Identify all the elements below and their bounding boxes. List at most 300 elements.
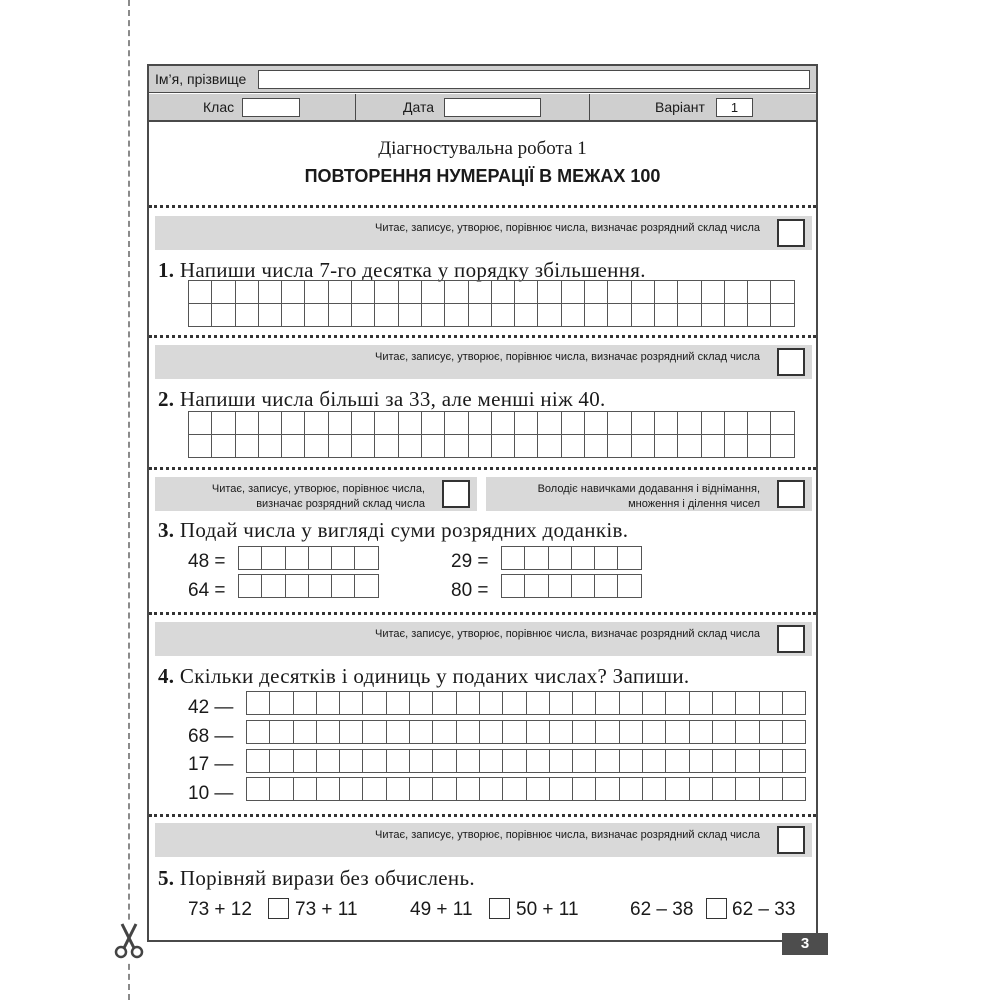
answer-cell[interactable] [760,778,783,801]
answer-cell[interactable] [713,692,736,715]
answer-cell[interactable] [702,412,725,435]
answer-cell[interactable] [457,750,480,773]
expression-label: 10 — [188,783,234,804]
answer-cell[interactable] [270,750,293,773]
expression-label: 64 = [188,580,226,601]
answer-cells[interactable] [238,574,379,598]
answer-cell[interactable] [329,435,352,458]
answer-cell[interactable] [212,435,235,458]
answer-cell[interactable] [585,304,608,327]
answer-cell[interactable] [702,435,725,458]
answer-cell[interactable] [748,304,771,327]
answer-cell[interactable] [783,721,806,744]
answer-cells[interactable] [246,777,806,801]
answer-cell[interactable] [713,750,736,773]
answer-cell[interactable] [294,778,317,801]
page-number: 3 [782,933,828,955]
skill-text-line: Володіє навичками додавання і віднімання, [537,483,760,495]
answer-cell[interactable] [352,412,375,435]
answer-cell[interactable] [515,281,538,304]
answer-cell[interactable] [259,281,282,304]
answer-cell[interactable] [262,575,285,598]
answer-cell[interactable] [480,778,503,801]
answer-cell[interactable] [236,304,259,327]
answer-cell[interactable] [702,281,725,304]
expression-label: 68 — [188,726,234,747]
answer-cell[interactable] [270,692,293,715]
answer-cell[interactable] [282,281,305,304]
answer-cell[interactable] [445,435,468,458]
answer-cell[interactable] [355,547,378,570]
title-block [149,138,816,187]
answer-cell[interactable] [527,750,550,773]
comparison-left: 73 + 12 [188,899,252,920]
answer-cell[interactable] [608,304,631,327]
answer-cells[interactable] [246,720,806,744]
answer-cell[interactable] [492,412,515,435]
answer-cell[interactable] [410,750,433,773]
answer-cell[interactable] [596,721,619,744]
answer-cell[interactable] [239,575,262,598]
answer-cell[interactable] [618,575,641,598]
worksheet [147,64,818,942]
answer-cell[interactable] [783,692,806,715]
task-text: Подай числа у вигляді суми розрядних доданків. [179,518,629,542]
answer-cell[interactable] [596,750,619,773]
answer-cell[interactable] [620,750,643,773]
answer-cell[interactable] [189,435,212,458]
answer-cell[interactable] [317,750,340,773]
answer-cell[interactable] [502,575,525,598]
answer-cell[interactable] [655,281,678,304]
comparison-box[interactable] [268,898,289,919]
answer-cell[interactable] [503,692,526,715]
cut-line [128,0,130,1000]
work-title: ПОВТОРЕННЯ НУМЕРАЦІЇ В МЕЖАХ 100 [304,166,661,186]
answer-cell[interactable] [666,721,689,744]
answer-cell[interactable] [713,778,736,801]
answer-cell[interactable] [282,304,305,327]
self-assessment-checkbox[interactable] [777,348,805,376]
answer-cell[interactable] [538,435,561,458]
answer-cell[interactable] [399,435,422,458]
task-text: Напиши числа більші за 33, але менші ніж 40. [179,387,606,411]
answer-cell[interactable] [433,692,456,715]
answer-cell[interactable] [771,281,794,304]
answer-cell[interactable] [572,575,595,598]
answer-cell[interactable] [189,412,212,435]
answer-cell[interactable] [760,721,783,744]
answer-cell[interactable] [492,304,515,327]
answer-cell[interactable] [469,412,492,435]
answer-cell[interactable] [422,412,445,435]
answer-cell[interactable] [270,778,293,801]
answer-cell[interactable] [375,304,398,327]
answer-cell[interactable] [666,778,689,801]
skill-text-line: визначає розрядний склад числа [256,498,425,510]
answer-cell[interactable] [329,281,352,304]
answer-cell[interactable] [399,281,422,304]
answer-cell[interactable] [340,750,363,773]
answer-cell[interactable] [305,304,328,327]
answer-cell[interactable] [305,435,328,458]
answer-cell[interactable] [445,412,468,435]
answer-cell[interactable] [469,304,492,327]
answer-cell[interactable] [247,778,270,801]
answer-cell[interactable] [596,692,619,715]
answer-cell[interactable] [363,750,386,773]
scissors-icon [110,922,148,960]
skill-bar [155,345,812,379]
answer-cell[interactable] [538,412,561,435]
answer-grid[interactable] [188,411,795,458]
self-assessment-checkbox[interactable] [777,625,805,653]
task-text: Напиши числа 7-го десятка у порядку збільшення. [179,258,646,282]
task-number: 4. [158,664,175,688]
answer-cell[interactable] [492,281,515,304]
answer-cell[interactable] [317,778,340,801]
answer-cell[interactable] [690,750,713,773]
answer-cell[interactable] [595,575,618,598]
task-text: Скільки десятків і одиниць у поданих числах? Запиши. [179,664,690,688]
answer-cell[interactable] [363,778,386,801]
answer-cell[interactable] [678,281,701,304]
answer-cell[interactable] [502,547,525,570]
task-4 [158,664,689,689]
answer-cell[interactable] [387,750,410,773]
answer-cell[interactable] [748,281,771,304]
answer-cell[interactable] [247,750,270,773]
answer-cell[interactable] [445,304,468,327]
answer-cell[interactable] [725,304,748,327]
answer-cells[interactable] [501,574,642,598]
task-number: 5. [158,866,175,890]
answer-cell[interactable] [678,412,701,435]
answer-cell[interactable] [259,435,282,458]
answer-cell[interactable] [573,778,596,801]
answer-cell[interactable] [282,435,305,458]
answer-cell[interactable] [760,692,783,715]
answer-cell[interactable] [410,721,433,744]
answer-cell[interactable] [678,435,701,458]
comparison-right: 73 + 11 [295,899,358,920]
section-divider [149,335,816,338]
answer-cell[interactable] [399,412,422,435]
answer-cell[interactable] [469,281,492,304]
answer-cell[interactable] [305,281,328,304]
answer-cell[interactable] [355,575,378,598]
answer-cell[interactable] [595,547,618,570]
name-field[interactable] [258,70,810,89]
answer-cell[interactable] [294,721,317,744]
answer-cell[interactable] [608,435,631,458]
answer-cell[interactable] [422,281,445,304]
answer-cell[interactable] [282,412,305,435]
answer-cell[interactable] [262,547,285,570]
answer-cell[interactable] [666,750,689,773]
answer-cell[interactable] [538,281,561,304]
answer-cell[interactable] [573,692,596,715]
answer-cell[interactable] [352,435,375,458]
answer-cell[interactable] [562,281,585,304]
answer-cell[interactable] [492,435,515,458]
answer-cell[interactable] [713,721,736,744]
answer-cell[interactable] [771,304,794,327]
answer-cell[interactable] [270,721,293,744]
answer-cell[interactable] [189,281,212,304]
self-assessment-checkbox[interactable] [777,826,805,854]
answer-cell[interactable] [239,547,262,570]
header-divider [589,94,590,120]
answer-cell[interactable] [212,304,235,327]
answer-cell[interactable] [748,412,771,435]
answer-cell[interactable] [608,281,631,304]
answer-cell[interactable] [550,750,573,773]
answer-cell[interactable] [422,304,445,327]
answer-cell[interactable] [655,304,678,327]
answer-cell[interactable] [690,778,713,801]
answer-cell[interactable] [655,435,678,458]
answer-cell[interactable] [247,692,270,715]
answer-cell[interactable] [480,721,503,744]
comparison-left: 62 – 38 [630,899,694,920]
answer-cell[interactable] [433,721,456,744]
answer-cell[interactable] [608,412,631,435]
answer-cell[interactable] [236,281,259,304]
answer-cell[interactable] [375,435,398,458]
skill-text: Читає, записує, утворює, порівнює числа, визначає розрядний склад числа [375,222,760,234]
answer-cell[interactable] [736,750,759,773]
name-label: Ім’я, прізвище [155,71,247,87]
answer-cell[interactable] [736,778,759,801]
comparison-box[interactable] [489,898,510,919]
header-divider [355,94,356,120]
answer-cell[interactable] [309,575,332,598]
answer-cell[interactable] [643,750,666,773]
answer-cell[interactable] [643,692,666,715]
expression-label: 42 — [188,697,234,718]
answer-cell[interactable] [387,692,410,715]
comparison-right: 50 + 11 [516,899,579,920]
header-info-row [149,94,816,122]
skill-bar [155,622,812,656]
answer-cell[interactable] [503,778,526,801]
answer-cell[interactable] [725,281,748,304]
answer-cell[interactable] [632,412,655,435]
answer-cell[interactable] [549,547,572,570]
answer-cell[interactable] [259,304,282,327]
answer-cell[interactable] [469,435,492,458]
answer-grid[interactable] [188,280,795,327]
answer-cell[interactable] [410,692,433,715]
section-divider [149,467,816,470]
answer-cell[interactable] [771,435,794,458]
skill-text [212,482,425,512]
answer-cell[interactable] [332,547,355,570]
answer-cell[interactable] [550,692,573,715]
answer-cell[interactable] [457,692,480,715]
answer-cell[interactable] [585,435,608,458]
answer-cell[interactable] [363,692,386,715]
answer-cell[interactable] [286,547,309,570]
answer-cell[interactable] [352,281,375,304]
answer-cell[interactable] [445,281,468,304]
skill-text-line: Читає, записує, утворює, порівнює числа, [211,483,425,495]
task-2 [158,387,606,412]
section-divider [149,814,816,817]
answer-cell[interactable] [480,750,503,773]
comparison-left: 49 + 11 [410,899,473,920]
answer-cell[interactable] [725,412,748,435]
answer-cell[interactable] [329,304,352,327]
skill-bar [486,477,812,511]
answer-cell[interactable] [562,304,585,327]
answer-cell[interactable] [375,281,398,304]
answer-cell[interactable] [550,721,573,744]
answer-cell[interactable] [375,412,398,435]
self-assessment-checkbox[interactable] [777,480,805,508]
answer-cell[interactable] [562,412,585,435]
answer-cells[interactable] [238,546,379,570]
comparison-box[interactable] [706,898,727,919]
task-number: 2. [158,387,175,411]
answer-cell[interactable] [736,692,759,715]
answer-cell[interactable] [538,304,561,327]
answer-cell[interactable] [340,778,363,801]
answer-cells[interactable] [246,691,806,715]
answer-cell[interactable] [573,750,596,773]
answer-cell[interactable] [620,778,643,801]
answer-cell[interactable] [457,778,480,801]
answer-cell[interactable] [352,304,375,327]
date-field[interactable] [444,98,541,117]
answer-cell[interactable] [363,721,386,744]
answer-cell[interactable] [189,304,212,327]
answer-cell[interactable] [690,692,713,715]
answer-cell[interactable] [643,778,666,801]
answer-cell[interactable] [515,412,538,435]
answer-cell[interactable] [678,304,701,327]
answer-cell[interactable] [387,721,410,744]
answer-cell[interactable] [387,778,410,801]
answer-cell[interactable] [666,692,689,715]
answer-cell[interactable] [725,435,748,458]
skill-text-line: множення і ділення чисел [628,498,760,510]
task-5 [158,866,475,891]
answer-cell[interactable] [433,778,456,801]
answer-cell[interactable] [655,412,678,435]
answer-cell[interactable] [596,778,619,801]
expression-label: 48 = [188,551,226,572]
answer-cell[interactable] [525,547,548,570]
answer-cell[interactable] [748,435,771,458]
expression-label: 29 = [451,551,489,572]
answer-cell[interactable] [549,575,572,598]
answer-cell[interactable] [618,547,641,570]
comparison-right: 62 – 33 [732,899,796,920]
answer-cell[interactable] [433,750,456,773]
answer-cell[interactable] [572,547,595,570]
answer-cell[interactable] [503,721,526,744]
answer-cell[interactable] [643,721,666,744]
answer-cells[interactable] [246,749,806,773]
answer-cell[interactable] [736,721,759,744]
answer-cell[interactable] [783,778,806,801]
answer-cell[interactable] [480,692,503,715]
answer-cell[interactable] [620,721,643,744]
answer-cell[interactable] [236,412,259,435]
answer-cell[interactable] [212,281,235,304]
answer-cell[interactable] [294,692,317,715]
task-3 [158,518,628,543]
header-name-row [149,66,816,93]
answer-cell[interactable] [632,304,655,327]
answer-cell[interactable] [632,281,655,304]
variant-field[interactable]: 1 [716,98,753,117]
answer-cell[interactable] [212,412,235,435]
answer-cells[interactable] [501,546,642,570]
answer-cell[interactable] [340,692,363,715]
answer-cell[interactable] [259,412,282,435]
answer-cell[interactable] [247,721,270,744]
class-label: Клас [203,99,235,115]
answer-cell[interactable] [620,692,643,715]
self-assessment-checkbox[interactable] [777,219,805,247]
answer-cell[interactable] [525,575,548,598]
answer-cell[interactable] [515,304,538,327]
task-text: Порівняй вирази без обчислень. [179,866,475,890]
answer-cell[interactable] [585,412,608,435]
expression-label: 17 — [188,754,234,775]
answer-cell[interactable] [410,778,433,801]
answer-cell[interactable] [562,435,585,458]
answer-cell[interactable] [317,721,340,744]
answer-cell[interactable] [690,721,713,744]
answer-cell[interactable] [527,721,550,744]
answer-cell[interactable] [550,778,573,801]
answer-cell[interactable] [309,547,332,570]
answer-cell[interactable] [527,778,550,801]
answer-cell[interactable] [422,435,445,458]
answer-cell[interactable] [585,281,608,304]
section-divider [149,205,816,208]
answer-cell[interactable] [236,435,259,458]
answer-cell[interactable] [573,721,596,744]
class-field[interactable] [242,98,300,117]
answer-cell[interactable] [294,750,317,773]
answer-cell[interactable] [332,575,355,598]
answer-cell[interactable] [503,750,526,773]
answer-cell[interactable] [305,412,328,435]
answer-cell[interactable] [286,575,309,598]
date-label: Дата [403,99,435,115]
answer-cell[interactable] [340,721,363,744]
answer-cell[interactable] [702,304,725,327]
answer-cell[interactable] [317,692,340,715]
answer-cell[interactable] [760,750,783,773]
answer-cell[interactable] [783,750,806,773]
answer-cell[interactable] [632,435,655,458]
answer-cell[interactable] [399,304,422,327]
answer-cell[interactable] [329,412,352,435]
self-assessment-checkbox[interactable] [442,480,470,508]
skill-bar [155,216,812,250]
answer-cell[interactable] [527,692,550,715]
expression-label: 80 = [451,580,489,601]
answer-cell[interactable] [515,435,538,458]
answer-cell[interactable] [771,412,794,435]
answer-cell[interactable] [457,721,480,744]
